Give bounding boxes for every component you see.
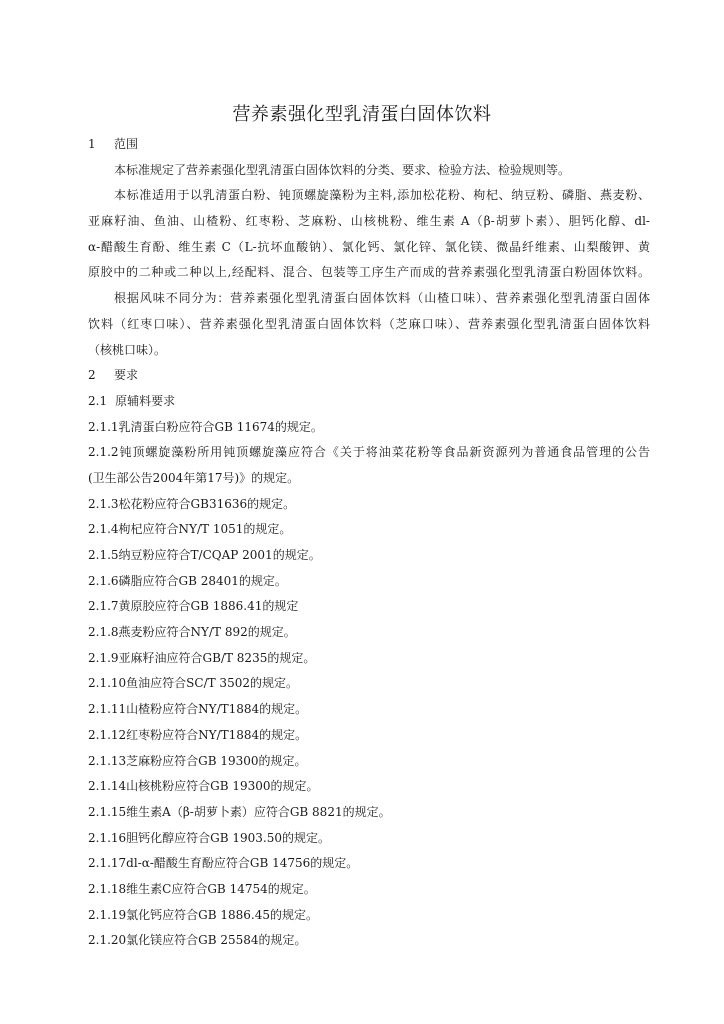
requirement-item: 2.1.14山核桃粉应符合GB 19300的规定。 — [88, 779, 319, 794]
document-body — [88, 132, 650, 954]
section-1-paragraph-3-line-2: 饮料（红枣口味）、营养素强化型乳清蛋白固体饮料（芝麻口味）、营养素强化型乳清蛋白固体饮料 — [88, 316, 650, 331]
requirement-item: 2.1.18维生素C应符合GB 14754的规定。 — [88, 881, 316, 896]
requirement-item: 2.1.17dl-α-醋酸生育酚应符合GB 14756的规定。 — [88, 856, 359, 871]
section-1-paragraph-3-line-3: （核桃口味）。 — [88, 342, 167, 357]
requirement-item: 2.1.4枸杞应符合NY/T 1051的规定。 — [88, 522, 292, 537]
section-1-paragraph-2-line-3: α-醋酸生育酚、维生素 C（L-抗坏血酸钠）、氯化钙、氯化锌、氯化镁、微晶纤维素、山梨酸钾、黄 — [88, 239, 650, 254]
section-1-paragraph-3-line-1: 根据风味不同分为：营养素强化型乳清蛋白固体饮料（山楂口味）、营养素强化型乳清蛋白固体 — [114, 291, 650, 306]
requirement-item: 2.1.13芝麻粉应符合GB 19300的规定。 — [88, 753, 307, 768]
requirement-item: 2.1.16胆钙化醇应符合GB 1903.50的规定。 — [88, 830, 331, 845]
section-2-heading — [88, 363, 650, 389]
requirement-item: 2.1.20氯化镁应符合GB 25584的规定。 — [88, 933, 307, 948]
requirement-item: 2.1.12红枣粉应符合NY/T1884的规定。 — [88, 727, 308, 742]
section-1-paragraph-2-line-1: 本标准适用于以乳清蛋白粉、钝顶螺旋藻粉为主料,添加松花粉、枸杞、纳豆粉、磷脂、燕麦粉、 — [114, 188, 650, 203]
section-1-heading — [88, 132, 650, 158]
requirement-item: 2.1.7黄原胶应符合GB 1886.41的规定 — [88, 599, 299, 614]
requirement-item: 2.1.2钝顶螺旋藻粉所用钝顶螺旋藻应符合《关于将油菜花粉等食品新资源列为普通食品管理的公告 — [88, 445, 650, 460]
requirement-item: 2.1.19氯化钙应符合GB 1886.45的规定。 — [88, 907, 319, 922]
section-1-paragraph-1: 本标准规定了营养素强化型乳清蛋白固体饮料的分类、要求、检验方法、检验规则等。 — [114, 162, 571, 177]
section-1-title: 范围 — [114, 137, 139, 151]
requirement-item: 2.1.8燕麦粉应符合NY/T 892的规定。 — [88, 625, 296, 640]
requirement-item: 2.1.9亚麻籽油应符合GB/T 8235的规定。 — [88, 650, 316, 665]
requirement-item: 2.1.1乳清蛋白粉应符合GB 11674的规定。 — [88, 419, 323, 434]
requirement-item: 2.1.6磷脂应符合GB 28401的规定。 — [88, 573, 287, 588]
requirement-item: 2.1.5纳豆粉应符合T/CQAP 2001的规定。 — [88, 548, 321, 562]
requirement-item: 2.1.3松花粉应符合GB31636的规定。 — [88, 496, 296, 511]
requirement-item: 2.1.10鱼油应符合SC/T 3502的规定。 — [88, 676, 298, 691]
section-2-number: 2 — [88, 368, 96, 383]
section-2-1-title: 原辅料要求 — [115, 393, 176, 408]
section-2-1-heading — [88, 389, 650, 415]
requirement-item: 2.1.11山楂粉应符合NY/T1884的规定。 — [88, 702, 308, 717]
requirement-item: (卫生部公告2004年第17号)》的规定。 — [88, 470, 300, 485]
section-2-title: 要求 — [114, 368, 139, 383]
requirement-item: 2.1.15维生素A（β-胡萝卜素）应符合GB 8821的规定。 — [88, 804, 391, 819]
section-1-paragraph-2-line-2: 亚麻籽油、鱼油、山楂粉、红枣粉、芝麻粉、山核桃粉、维生素 A（β-胡萝卜素）、胆钙化醇、dl- — [88, 214, 650, 229]
section-1-number: 1 — [88, 137, 96, 151]
section-2-1-number: 2.1 — [88, 393, 108, 408]
section-1-paragraph-2-line-4: 原胶中的二种或二种以上,经配料、混合、包装等工序生产而成的营养素强化型乳清蛋白粉固体饮料。 — [88, 265, 650, 280]
document-title: 营养素强化型乳清蛋白固体饮料 — [232, 104, 492, 125]
